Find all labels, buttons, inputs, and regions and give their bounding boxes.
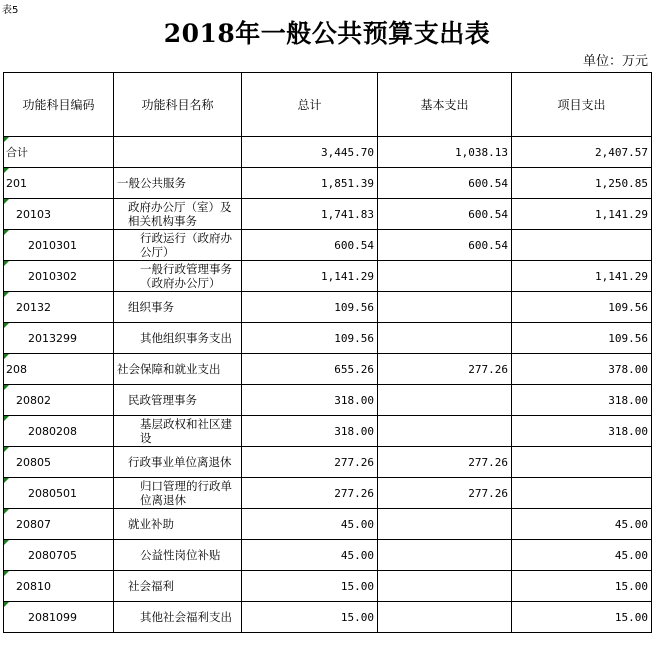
cell-code-text: 208: [6, 362, 27, 376]
cell-basic[interactable]: 277.26: [378, 447, 512, 478]
cell-marker-icon: [4, 571, 9, 576]
cell-total[interactable]: 109.56: [242, 323, 378, 354]
header-project: 项目支出: [512, 73, 652, 137]
cell-code-text: 20810: [16, 579, 51, 593]
cell-basic[interactable]: 277.26: [378, 478, 512, 509]
cell-total[interactable]: 277.26: [242, 478, 378, 509]
table-row[interactable]: [4, 199, 652, 230]
table-row[interactable]: [4, 354, 652, 385]
cell-total[interactable]: 15.00: [242, 571, 378, 602]
cell-basic[interactable]: [378, 509, 512, 540]
cell-total[interactable]: 655.26: [242, 354, 378, 385]
cell-code-text: 20132: [16, 300, 51, 314]
cell-marker-icon: [4, 137, 9, 142]
table-row[interactable]: [4, 168, 652, 199]
cell-basic[interactable]: [378, 416, 512, 447]
cell-name[interactable]: 行政事业单位离退休: [114, 447, 242, 478]
cell-basic[interactable]: 600.54: [378, 168, 512, 199]
cell-name[interactable]: 社会福利: [114, 571, 242, 602]
cell-total[interactable]: 15.00: [242, 602, 378, 633]
page-title: 2018年一般公共预算支出表: [163, 19, 491, 48]
cell-basic[interactable]: 1,038.13: [378, 137, 512, 168]
cell-basic[interactable]: 600.54: [378, 199, 512, 230]
cell-code[interactable]: [4, 199, 114, 230]
cell-code-text: 20103: [16, 207, 51, 221]
cell-code-text: 20807: [16, 517, 51, 531]
budget-table-body: [4, 73, 652, 633]
cell-name[interactable]: 其他组织事务支出: [114, 323, 242, 354]
cell-basic[interactable]: [378, 292, 512, 323]
cell-code[interactable]: [4, 323, 114, 354]
cell-code-text: 2080705: [28, 548, 77, 562]
cell-basic[interactable]: [378, 540, 512, 571]
cell-project[interactable]: 109.56: [512, 323, 652, 354]
cell-name[interactable]: 就业补助: [114, 509, 242, 540]
cell-marker-icon: [4, 199, 9, 204]
cell-code-text: 20802: [16, 393, 51, 407]
cell-basic[interactable]: [378, 385, 512, 416]
header-code: 功能科目编码: [4, 73, 114, 137]
cell-marker-icon: [4, 447, 9, 452]
cell-name[interactable]: 行政运行（政府办公厅）: [114, 230, 242, 261]
cell-marker-icon: [4, 230, 9, 235]
cell-code-text: 2010302: [28, 269, 77, 283]
cell-marker-icon: [4, 168, 9, 173]
cell-marker-icon: [4, 509, 9, 514]
cell-basic[interactable]: [378, 261, 512, 292]
cell-total[interactable]: 3,445.70: [242, 137, 378, 168]
cell-code-text: 201: [6, 176, 27, 190]
cell-project[interactable]: [512, 230, 652, 261]
table-row[interactable]: [4, 292, 652, 323]
cell-name[interactable]: 政府办公厅（室）及相关机构事务: [114, 199, 242, 230]
cell-basic[interactable]: [378, 323, 512, 354]
cell-project[interactable]: [512, 478, 652, 509]
cell-marker-icon: [4, 540, 9, 545]
cell-marker-icon: [4, 385, 9, 390]
cell-project[interactable]: 1,141.29: [512, 199, 652, 230]
table-row[interactable]: [4, 323, 652, 354]
cell-code-text: 2080208: [28, 424, 77, 438]
cell-code[interactable]: [4, 385, 114, 416]
cell-project[interactable]: 1,250.85: [512, 168, 652, 199]
table-row[interactable]: [4, 509, 652, 540]
cell-name[interactable]: 基层政权和社区建设: [114, 416, 242, 447]
cell-name[interactable]: 组织事务: [114, 292, 242, 323]
cell-code-text: 2080501: [28, 486, 77, 500]
cell-code[interactable]: [4, 261, 114, 292]
cell-code[interactable]: [4, 292, 114, 323]
cell-name[interactable]: 社会保障和就业支出: [114, 354, 242, 385]
cell-total[interactable]: 45.00: [242, 540, 378, 571]
table-row[interactable]: [4, 478, 652, 509]
table-row[interactable]: [4, 261, 652, 292]
cell-code[interactable]: [4, 354, 114, 385]
cell-code[interactable]: [4, 416, 114, 447]
cell-code[interactable]: [4, 509, 114, 540]
cell-name[interactable]: 一般行政管理事务（政府办公厅）: [114, 261, 242, 292]
cell-code[interactable]: [4, 168, 114, 199]
cell-name[interactable]: 其他社会福利支出: [114, 602, 242, 633]
table-row[interactable]: [4, 540, 652, 571]
cell-total[interactable]: 600.54: [242, 230, 378, 261]
cell-marker-icon: [4, 261, 9, 266]
cell-total[interactable]: 1,741.83: [242, 199, 378, 230]
header-name: 功能科目名称: [114, 73, 242, 137]
cell-code-text: 2081099: [28, 610, 77, 624]
budget-table: [3, 72, 652, 633]
cell-code-text: 2010301: [28, 238, 77, 252]
table-row[interactable]: [4, 447, 652, 478]
cell-code-text: 20805: [16, 455, 51, 469]
cell-project[interactable]: 109.56: [512, 292, 652, 323]
cell-code[interactable]: [4, 571, 114, 602]
cell-code[interactable]: [4, 478, 114, 509]
cell-project[interactable]: 318.00: [512, 385, 652, 416]
cell-basic[interactable]: 600.54: [378, 230, 512, 261]
table-row[interactable]: [4, 230, 652, 261]
cell-name[interactable]: [114, 137, 242, 168]
unit-label: 单位：万元: [582, 54, 648, 69]
cell-name[interactable]: 归口管理的行政单位离退休: [114, 478, 242, 509]
cell-total[interactable]: 45.00: [242, 509, 378, 540]
table-row[interactable]: [4, 137, 652, 168]
cell-total[interactable]: 1,851.39: [242, 168, 378, 199]
cell-project[interactable]: 378.00: [512, 354, 652, 385]
cell-basic[interactable]: [378, 571, 512, 602]
cell-marker-icon: [4, 416, 9, 421]
cell-marker-icon: [4, 602, 9, 607]
sheet-label: 表5: [2, 5, 19, 16]
cell-project[interactable]: [512, 447, 652, 478]
cell-project[interactable]: 15.00: [512, 571, 652, 602]
cell-total[interactable]: 1,141.29: [242, 261, 378, 292]
header-total: 总计: [242, 73, 378, 137]
cell-project[interactable]: 318.00: [512, 416, 652, 447]
cell-name[interactable]: 公益性岗位补贴: [114, 540, 242, 571]
cell-code[interactable]: [4, 602, 114, 633]
cell-basic[interactable]: [378, 602, 512, 633]
table-row[interactable]: [4, 385, 652, 416]
cell-marker-icon: [4, 323, 9, 328]
cell-basic[interactable]: 277.26: [378, 354, 512, 385]
cell-code[interactable]: [4, 447, 114, 478]
cell-project[interactable]: 1,141.29: [512, 261, 652, 292]
cell-name[interactable]: 一般公共服务: [114, 168, 242, 199]
cell-total[interactable]: 109.56: [242, 292, 378, 323]
cell-code-text: 2013299: [28, 331, 77, 345]
header-basic: 基本支出: [378, 73, 512, 137]
cell-project[interactable]: 45.00: [512, 509, 652, 540]
table-row[interactable]: [4, 571, 652, 602]
table-row[interactable]: [4, 602, 652, 633]
cell-project[interactable]: 15.00: [512, 602, 652, 633]
table-header-row: [4, 73, 652, 137]
cell-marker-icon: [4, 478, 9, 483]
cell-marker-icon: [4, 292, 9, 297]
cell-code[interactable]: [4, 230, 114, 261]
cell-code-text: 合计: [6, 146, 28, 159]
cell-total[interactable]: 277.26: [242, 447, 378, 478]
cell-marker-icon: [4, 354, 9, 359]
cell-name[interactable]: 民政管理事务: [114, 385, 242, 416]
cell-project[interactable]: 45.00: [512, 540, 652, 571]
cell-total[interactable]: 318.00: [242, 385, 378, 416]
cell-total[interactable]: 318.00: [242, 416, 378, 447]
cell-code[interactable]: [4, 137, 114, 168]
cell-project[interactable]: 2,407.57: [512, 137, 652, 168]
cell-code[interactable]: [4, 540, 114, 571]
table-row[interactable]: [4, 416, 652, 447]
